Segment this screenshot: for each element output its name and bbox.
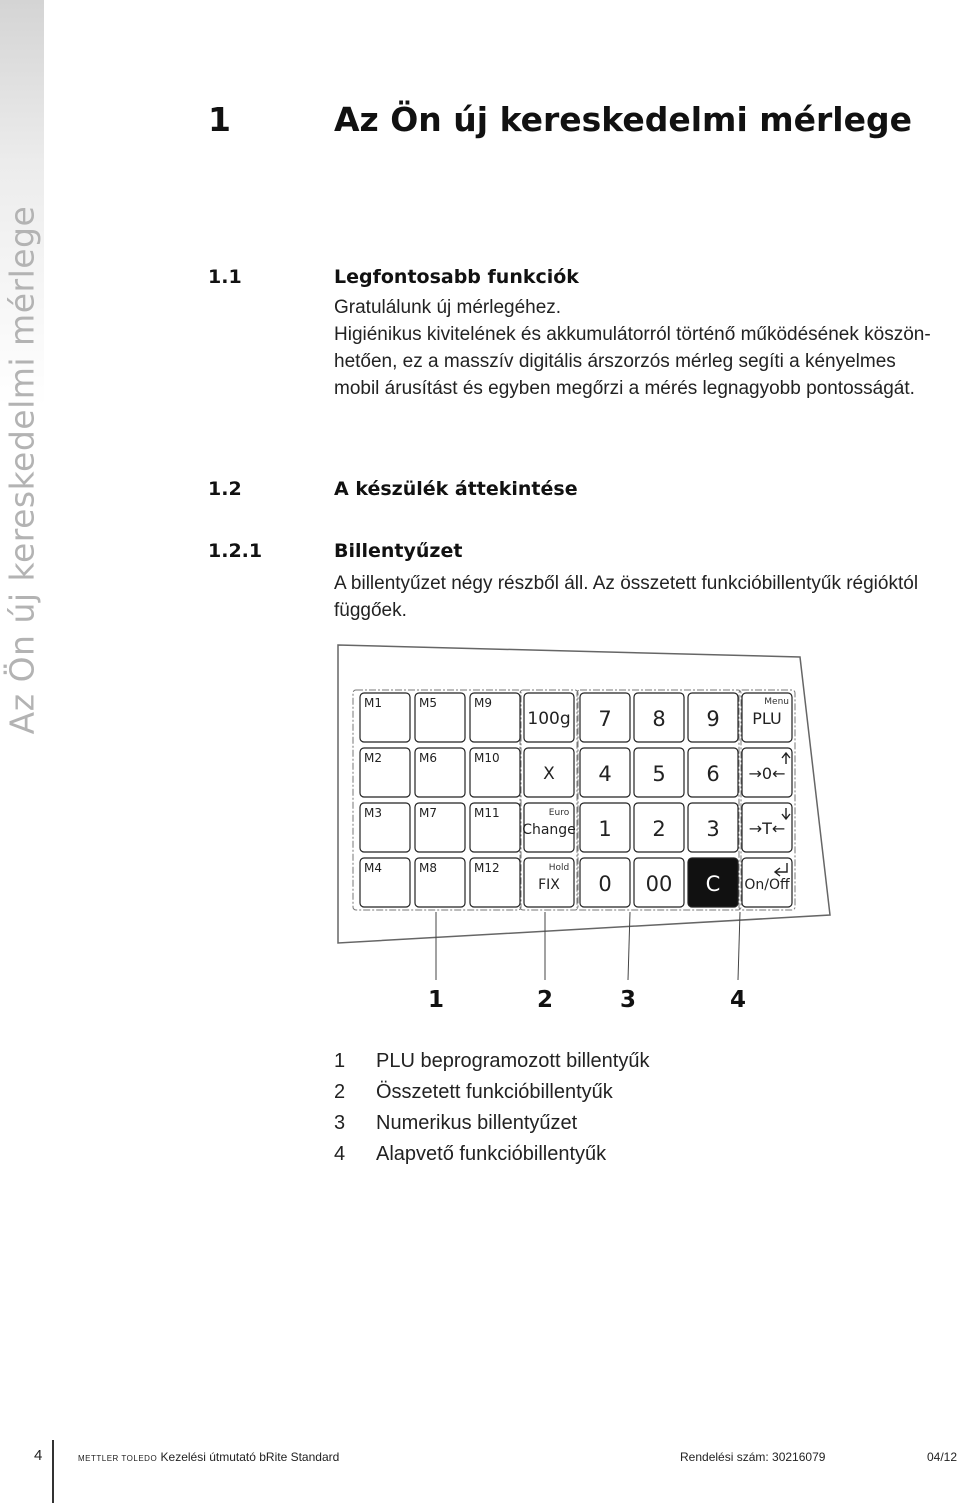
- footer-divider: [52, 1440, 54, 1503]
- combined-key-1[interactable]: [524, 748, 574, 797]
- section-1-1-number: 1.1: [208, 266, 242, 288]
- plu-key-m1[interactable]: [360, 693, 410, 742]
- body-line: hetően, ez a masszív digitális árszorzós mérleg segíti a kényelmes: [334, 351, 896, 372]
- key-label: C: [705, 872, 721, 896]
- key-label: 2: [652, 817, 666, 841]
- numeric-key-5[interactable]: [634, 748, 684, 797]
- numeric-key-3[interactable]: [688, 803, 738, 852]
- numeric-key-C[interactable]: [688, 858, 738, 907]
- footer-doc: [78, 1450, 339, 1464]
- plu-key-m6[interactable]: [415, 748, 465, 797]
- plu-key-label: M4: [364, 861, 382, 875]
- basic-key-1[interactable]: [742, 748, 792, 797]
- body-line: Gratulálunk új mérlegéhez.: [334, 297, 562, 318]
- callout-number: 3: [619, 987, 637, 1013]
- legend-text: Alapvető funkcióbillentyűk: [376, 1143, 607, 1165]
- key-label: 6: [706, 762, 720, 786]
- callout-number: 2: [536, 987, 554, 1013]
- plu-key-label: M11: [474, 806, 500, 820]
- key-sublabel: Menu: [764, 697, 789, 707]
- key-sublabel: Euro: [548, 808, 570, 818]
- plu-key-m9[interactable]: [470, 693, 520, 742]
- key-label: →T←: [748, 819, 786, 838]
- key-label: 5: [652, 762, 666, 786]
- key-label: On/Off: [744, 877, 790, 893]
- key-label: Change: [522, 822, 576, 838]
- footer-doc-title: Kezelési útmutató bRite Standard: [160, 1450, 340, 1464]
- key-label: FIX: [538, 877, 560, 893]
- plu-key-label: M10: [474, 751, 500, 765]
- section-1-2-1-title: Billentyűzet: [334, 540, 463, 562]
- key-label: 9: [706, 707, 720, 731]
- key-label: 100g: [527, 709, 571, 729]
- plu-key-m7[interactable]: [415, 803, 465, 852]
- page-number: 4: [34, 1447, 43, 1464]
- legend-item: [334, 1108, 649, 1139]
- numeric-key-6[interactable]: [688, 748, 738, 797]
- key-label: 3: [706, 817, 720, 841]
- basic-key-2[interactable]: [742, 803, 792, 852]
- numeric-key-4[interactable]: [580, 748, 630, 797]
- plu-key-label: M7: [419, 806, 437, 820]
- legend-text: Numerikus billentyűzet: [376, 1112, 578, 1134]
- callout-line: [628, 912, 630, 980]
- section-1-1-title: Legfontosabb funkciók: [334, 266, 579, 288]
- plu-key-label: M9: [474, 696, 492, 710]
- combined-key-0[interactable]: [524, 693, 574, 742]
- legend-text: PLU beprogramozott billentyűk: [376, 1050, 650, 1072]
- callout-number: 4: [729, 987, 747, 1013]
- body-line: A billentyűzet négy részből áll. Az összetett funkcióbillentyűk régióktól: [334, 573, 919, 594]
- plu-key-m10[interactable]: [470, 748, 520, 797]
- legend-number: 2: [334, 1081, 346, 1103]
- key-label: 0: [598, 872, 612, 896]
- legend-number: 1: [334, 1050, 346, 1072]
- key-label: PLU: [752, 709, 782, 728]
- plu-key-label: M2: [364, 751, 382, 765]
- combined-key-2[interactable]: [522, 803, 576, 852]
- key-label: 00: [645, 872, 673, 896]
- footer-date: 04/12: [927, 1450, 958, 1464]
- callout-number: 1: [427, 987, 445, 1013]
- plu-key-m8[interactable]: [415, 858, 465, 907]
- plu-key-m3[interactable]: [360, 803, 410, 852]
- legend-list: [334, 1046, 649, 1170]
- legend-text: Összetett funkcióbillentyűk: [376, 1081, 613, 1103]
- numeric-key-2[interactable]: [634, 803, 684, 852]
- numeric-key-8[interactable]: [634, 693, 684, 742]
- plu-key-m11[interactable]: [470, 803, 520, 852]
- key-label: X: [543, 764, 555, 784]
- section-1-2-number: 1.2: [208, 478, 242, 500]
- body-line: függőek.: [334, 600, 407, 621]
- numeric-key-00[interactable]: [634, 858, 684, 907]
- body-line: mobil árusítást és egyben megőrzi a mérés legnagyobb pontosságát.: [334, 378, 915, 399]
- plu-key-m2[interactable]: [360, 748, 410, 797]
- plu-key-label: M6: [419, 751, 437, 765]
- section-1-2-title: A készülék áttekintése: [334, 478, 578, 500]
- plu-key-label: M5: [419, 696, 437, 710]
- key-label: 4: [598, 762, 612, 786]
- plu-key-m5[interactable]: [415, 693, 465, 742]
- basic-key-0[interactable]: [742, 693, 792, 742]
- chapter-number: 1: [208, 100, 231, 139]
- footer-order-number: Rendelési szám: 30216079: [680, 1450, 826, 1464]
- key-sublabel: Hold: [548, 863, 570, 873]
- plu-key-label: M12: [474, 861, 500, 875]
- callout-line: [738, 912, 740, 980]
- body-line: Higiénikus kivitelének és akkumulátorról történő működésének köszön-: [334, 324, 931, 345]
- chapter-title: Az Ön új kereskedelmi mérlege: [334, 100, 912, 139]
- plu-key-m12[interactable]: [470, 858, 520, 907]
- key-label: 8: [652, 707, 666, 731]
- key-label: 7: [598, 707, 612, 731]
- legend-number: 4: [334, 1143, 346, 1165]
- numeric-key-1[interactable]: [580, 803, 630, 852]
- key-label: →0←: [748, 764, 786, 783]
- basic-key-3[interactable]: [742, 858, 792, 907]
- side-tab-label: Az Ön új kereskedelmi mérlege: [2, 205, 42, 735]
- combined-key-3[interactable]: [524, 858, 574, 907]
- key-label: 1: [598, 817, 612, 841]
- plu-key-label: M1: [364, 696, 382, 710]
- numeric-key-7[interactable]: [580, 693, 630, 742]
- section-1-2-1-number: 1.2.1: [208, 540, 263, 562]
- plu-key-label: M3: [364, 806, 382, 820]
- legend-item: [334, 1077, 649, 1108]
- legend-item: [334, 1139, 649, 1170]
- legend-number: 3: [334, 1112, 346, 1134]
- legend-item: [334, 1046, 649, 1077]
- plu-key-label: M8: [419, 861, 437, 875]
- footer-brand: METTLER TOLEDO: [78, 1454, 158, 1463]
- numeric-key-0[interactable]: [580, 858, 630, 907]
- plu-key-m4[interactable]: [360, 858, 410, 907]
- numeric-key-9[interactable]: [688, 693, 738, 742]
